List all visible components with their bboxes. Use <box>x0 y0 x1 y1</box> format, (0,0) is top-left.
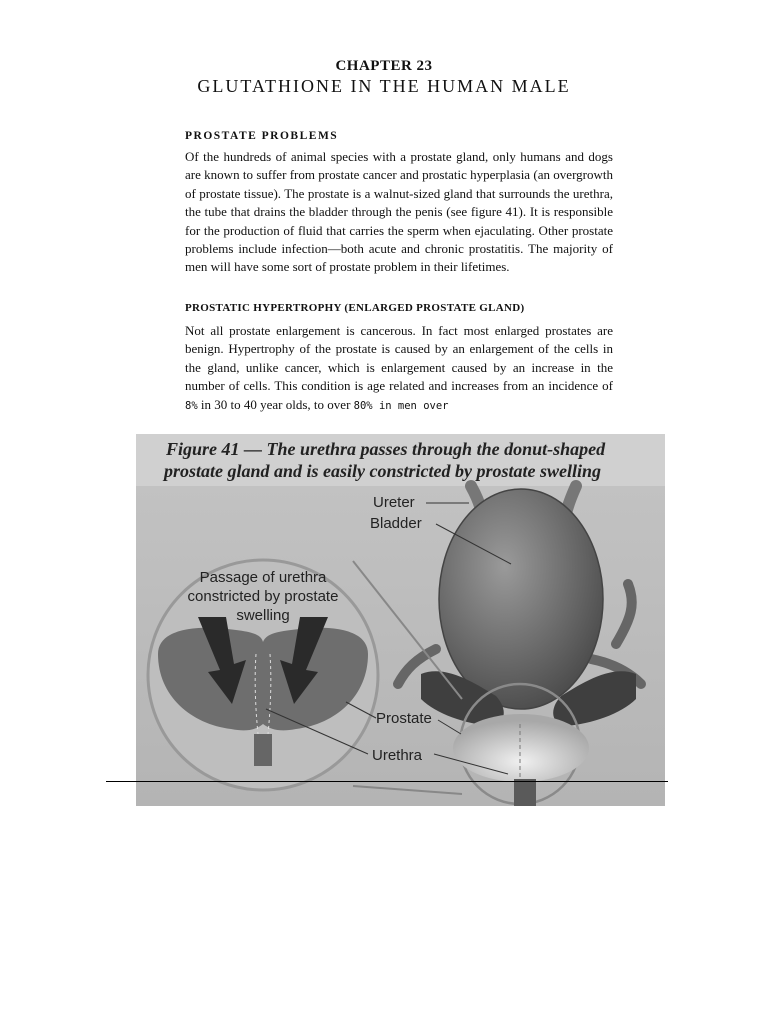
inset-label-line1: Passage of urethra <box>199 569 327 586</box>
ureter-label: Ureter <box>373 494 415 511</box>
chapter-number: CHAPTER 23 <box>335 58 433 74</box>
subsection-text: Not all prostate enlargement is cancerous. In fact most enlarged prostates are benign. Hypertrophy of the prostate is caused by an enlargement of the cells in the gland, unlike cancer, which is enlargement caused by an increase in the number of cells. This condition is age related and increases from an incidence of <box>185 323 613 394</box>
urethra-label: Urethra <box>372 747 423 764</box>
figure-caption-line2: prostate gland and is easily constricted by prostate swelling <box>164 461 602 481</box>
incidence-in: in <box>197 396 215 412</box>
inset-label-line3: swelling <box>236 607 290 624</box>
chapter-title: GLUTATHIONE IN THE HUMAN MALE <box>197 76 571 96</box>
bladder-shape <box>439 489 603 709</box>
section-paragraph: Of the hundreds of animal species with a prostate gland, only humans and dogs are known to suffer from prostate cancer and prostatic hyperplasia (an overgrowth of prostate tissue). The prostate is a walnut-sized gland that surrounds the urethra, the tube that drains the bladder through the penis (see figure 41). It is responsible for the production of fluid that carries the sperm when ejaculating. Other prostate problems include infection—both acute and chronic prostatitis. The majority of men will have some sort of prostate problem in their lifetimes. <box>185 149 613 275</box>
urethra-tube <box>514 779 536 806</box>
bladder-label: Bladder <box>370 515 422 532</box>
prostate-label: Prostate <box>376 710 432 727</box>
section-heading: PROSTATE PROBLEMS <box>185 130 339 142</box>
prostate-body <box>453 714 589 782</box>
inset-label-line2: constricted by prostate <box>187 588 339 605</box>
age-range: 30 to 40 year olds, to over <box>214 396 354 412</box>
incidence-percent: 8% <box>185 399 198 412</box>
horizontal-rule <box>106 781 668 782</box>
incidence-over: 80% in men over <box>353 399 449 412</box>
subsection-paragraph <box>185 322 613 415</box>
figure-illustration <box>136 434 665 806</box>
subsection-heading: PROSTATIC HYPERTROPHY (ENLARGED PROSTATE GLAND) <box>185 302 525 314</box>
figure-caption-line1: Figure 41 — The urethra passes through the donut-shaped <box>166 439 606 459</box>
figure-41 <box>136 434 665 806</box>
inset-urethra-outlet <box>254 734 272 766</box>
